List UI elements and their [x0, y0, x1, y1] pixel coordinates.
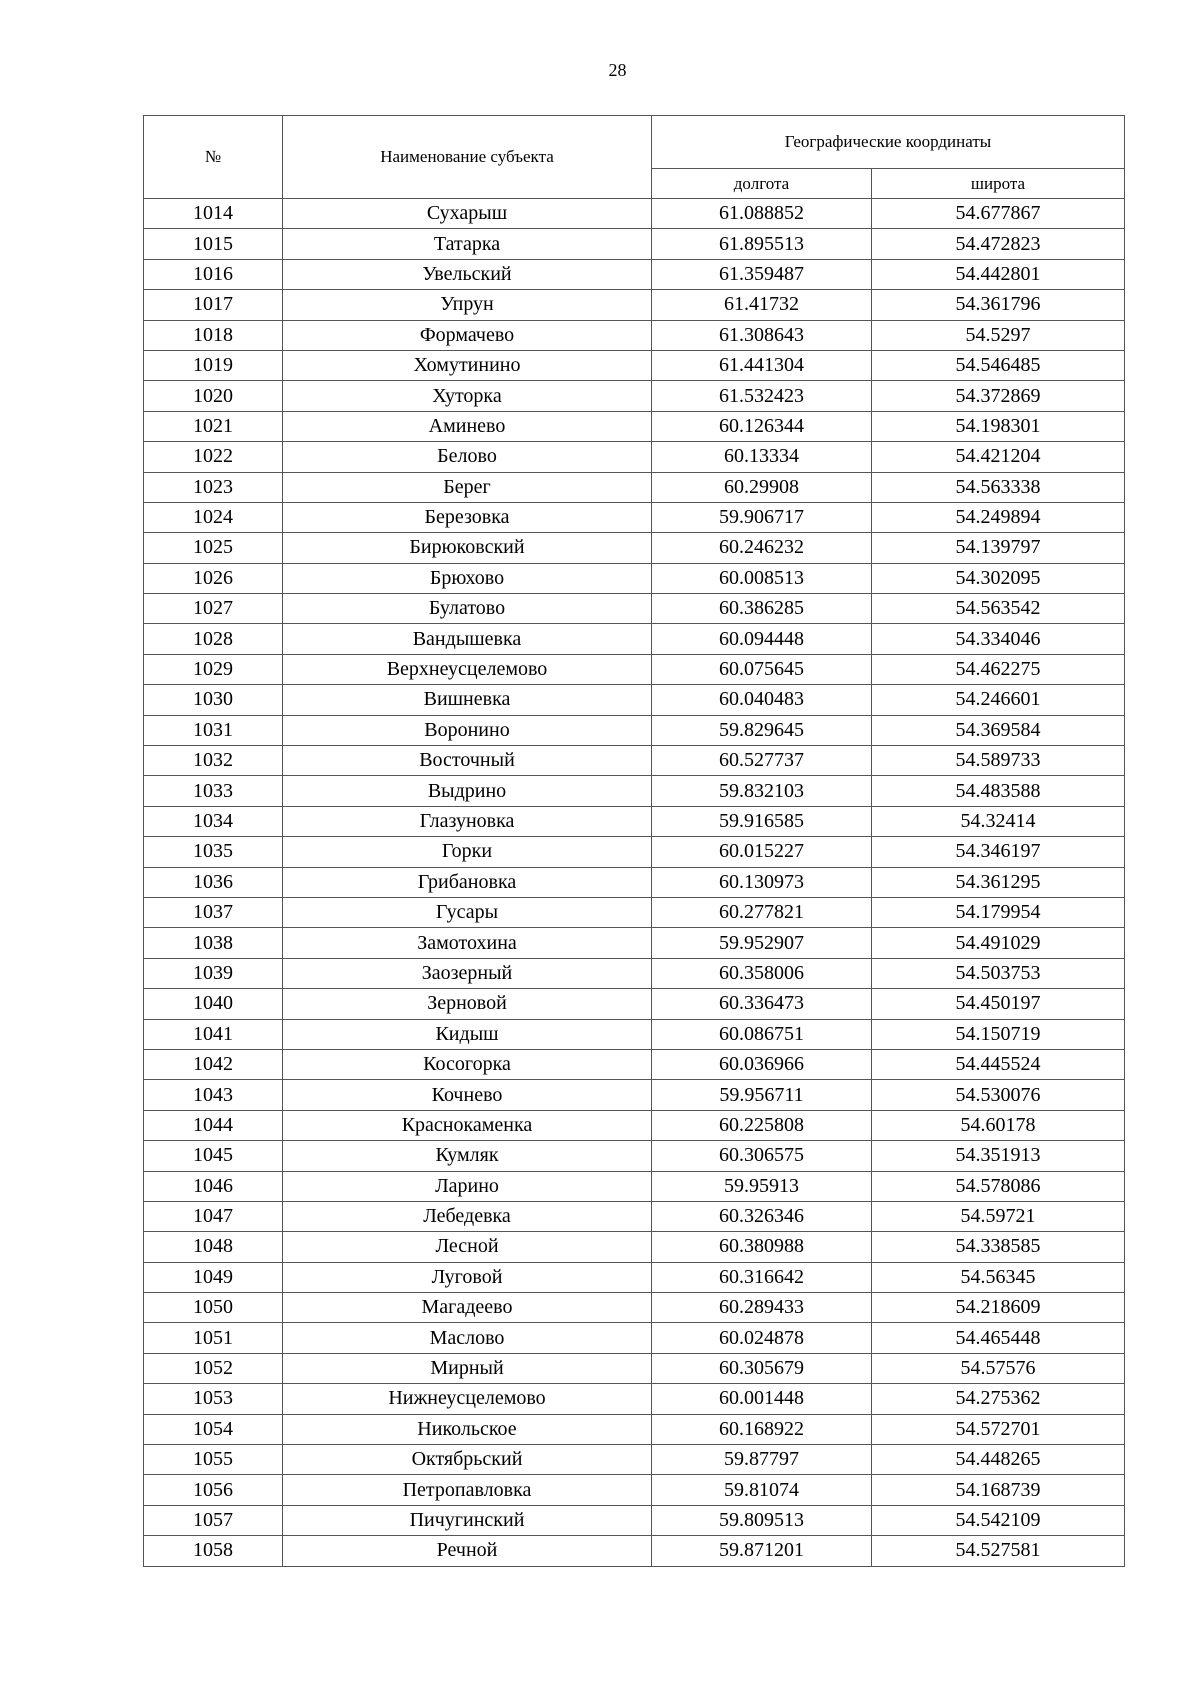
- table-row: [144, 806, 1125, 836]
- cell-latitude: 54.150719: [872, 1019, 1125, 1049]
- cell-longitude: 61.088852: [652, 199, 872, 229]
- cell-longitude: 59.871201: [652, 1536, 872, 1566]
- cell-latitude: 54.578086: [872, 1171, 1125, 1201]
- cell-latitude: 54.450197: [872, 989, 1125, 1019]
- cell-name: Магадеево: [283, 1293, 652, 1323]
- table-row: [144, 1049, 1125, 1079]
- cell-number: 1048: [144, 1232, 283, 1262]
- header-latitude: широта: [872, 169, 1125, 199]
- cell-name: Глазуновка: [283, 806, 652, 836]
- cell-longitude: 59.87797: [652, 1445, 872, 1475]
- table-row: [144, 1110, 1125, 1140]
- cell-name: Краснокаменка: [283, 1110, 652, 1140]
- cell-latitude: 54.589733: [872, 746, 1125, 776]
- table-row: [144, 989, 1125, 1019]
- table-header: [144, 116, 1125, 199]
- cell-name: Маслово: [283, 1323, 652, 1353]
- cell-name: Упрун: [283, 290, 652, 320]
- table-row: [144, 1201, 1125, 1231]
- table-row: [144, 1080, 1125, 1110]
- cell-number: 1053: [144, 1384, 283, 1414]
- cell-latitude: 54.218609: [872, 1293, 1125, 1323]
- cell-latitude: 54.334046: [872, 624, 1125, 654]
- table-row: [144, 1232, 1125, 1262]
- cell-number: 1052: [144, 1353, 283, 1383]
- cell-number: 1042: [144, 1049, 283, 1079]
- table-row: [144, 746, 1125, 776]
- cell-longitude: 60.024878: [652, 1323, 872, 1353]
- table-row: [144, 715, 1125, 745]
- table-row: [144, 624, 1125, 654]
- table-row: [144, 350, 1125, 380]
- table-row: [144, 320, 1125, 350]
- cell-name: Вишневка: [283, 685, 652, 715]
- cell-longitude: 60.316642: [652, 1262, 872, 1292]
- cell-longitude: 61.532423: [652, 381, 872, 411]
- cell-name: Аминево: [283, 411, 652, 441]
- cell-number: 1034: [144, 806, 283, 836]
- cell-number: 1014: [144, 199, 283, 229]
- cell-latitude: 54.491029: [872, 928, 1125, 958]
- cell-longitude: 60.358006: [652, 958, 872, 988]
- header-longitude: долгота: [652, 169, 872, 199]
- cell-latitude: 54.448265: [872, 1445, 1125, 1475]
- table-row: [144, 1323, 1125, 1353]
- cell-name: Зерновой: [283, 989, 652, 1019]
- cell-longitude: 60.277821: [652, 897, 872, 927]
- cell-latitude: 54.445524: [872, 1049, 1125, 1079]
- cell-name: Лесной: [283, 1232, 652, 1262]
- cell-name: Кидыш: [283, 1019, 652, 1049]
- cell-longitude: 60.380988: [652, 1232, 872, 1262]
- cell-number: 1039: [144, 958, 283, 988]
- table-row: [144, 1353, 1125, 1383]
- cell-number: 1055: [144, 1445, 283, 1475]
- cell-name: Булатово: [283, 594, 652, 624]
- cell-number: 1038: [144, 928, 283, 958]
- table-row: [144, 776, 1125, 806]
- table-row: [144, 472, 1125, 502]
- cell-number: 1047: [144, 1201, 283, 1231]
- header-number: №: [144, 116, 283, 199]
- cell-number: 1019: [144, 350, 283, 380]
- table-row: [144, 1384, 1125, 1414]
- cell-latitude: 54.249894: [872, 502, 1125, 532]
- cell-name: Восточный: [283, 746, 652, 776]
- cell-number: 1029: [144, 654, 283, 684]
- cell-name: Бирюковский: [283, 533, 652, 563]
- cell-latitude: 54.572701: [872, 1414, 1125, 1444]
- cell-number: 1030: [144, 685, 283, 715]
- cell-name: Замотохина: [283, 928, 652, 958]
- cell-latitude: 54.503753: [872, 958, 1125, 988]
- cell-latitude: 54.139797: [872, 533, 1125, 563]
- cell-number: 1043: [144, 1080, 283, 1110]
- cell-number: 1054: [144, 1414, 283, 1444]
- cell-name: Формачево: [283, 320, 652, 350]
- header-name: Наименование субъекта: [283, 116, 652, 199]
- cell-number: 1031: [144, 715, 283, 745]
- cell-longitude: 61.895513: [652, 229, 872, 259]
- cell-longitude: 60.306575: [652, 1141, 872, 1171]
- table-row: [144, 1171, 1125, 1201]
- cell-name: Нижнеусцелемово: [283, 1384, 652, 1414]
- cell-name: Заозерный: [283, 958, 652, 988]
- cell-name: Татарка: [283, 229, 652, 259]
- cell-number: 1044: [144, 1110, 283, 1140]
- cell-latitude: 54.677867: [872, 199, 1125, 229]
- cell-number: 1032: [144, 746, 283, 776]
- table-row: [144, 958, 1125, 988]
- cell-latitude: 54.369584: [872, 715, 1125, 745]
- cell-latitude: 54.302095: [872, 563, 1125, 593]
- cell-longitude: 59.956711: [652, 1080, 872, 1110]
- cell-latitude: 54.361295: [872, 867, 1125, 897]
- cell-name: Увельский: [283, 259, 652, 289]
- cell-number: 1025: [144, 533, 283, 563]
- cell-latitude: 54.546485: [872, 350, 1125, 380]
- cell-number: 1033: [144, 776, 283, 806]
- cell-name: Белово: [283, 442, 652, 472]
- cell-longitude: 60.13334: [652, 442, 872, 472]
- cell-name: Хуторка: [283, 381, 652, 411]
- cell-longitude: 60.305679: [652, 1353, 872, 1383]
- cell-longitude: 61.308643: [652, 320, 872, 350]
- cell-longitude: 60.075645: [652, 654, 872, 684]
- cell-number: 1023: [144, 472, 283, 502]
- cell-number: 1017: [144, 290, 283, 320]
- cell-longitude: 61.359487: [652, 259, 872, 289]
- table-row: [144, 685, 1125, 715]
- cell-number: 1051: [144, 1323, 283, 1353]
- cell-latitude: 54.542109: [872, 1505, 1125, 1535]
- cell-name: Октябрьский: [283, 1445, 652, 1475]
- cell-latitude: 54.527581: [872, 1536, 1125, 1566]
- cell-latitude: 54.198301: [872, 411, 1125, 441]
- cell-latitude: 54.563542: [872, 594, 1125, 624]
- table-row: [144, 1141, 1125, 1171]
- cell-name: Березовка: [283, 502, 652, 532]
- cell-longitude: 59.832103: [652, 776, 872, 806]
- cell-number: 1049: [144, 1262, 283, 1292]
- cell-latitude: 54.168739: [872, 1475, 1125, 1505]
- cell-name: Вандышевка: [283, 624, 652, 654]
- cell-latitude: 54.338585: [872, 1232, 1125, 1262]
- cell-latitude: 54.56345: [872, 1262, 1125, 1292]
- cell-name: Воронино: [283, 715, 652, 745]
- cell-longitude: 60.036966: [652, 1049, 872, 1079]
- cell-longitude: 60.015227: [652, 837, 872, 867]
- cell-longitude: 59.81074: [652, 1475, 872, 1505]
- cell-latitude: 54.60178: [872, 1110, 1125, 1140]
- cell-number: 1045: [144, 1141, 283, 1171]
- cell-number: 1018: [144, 320, 283, 350]
- cell-number: 1041: [144, 1019, 283, 1049]
- cell-name: Лебедевка: [283, 1201, 652, 1231]
- cell-number: 1021: [144, 411, 283, 441]
- cell-longitude: 60.008513: [652, 563, 872, 593]
- cell-name: Речной: [283, 1536, 652, 1566]
- table-row: [144, 533, 1125, 563]
- cell-number: 1057: [144, 1505, 283, 1535]
- cell-longitude: 60.326346: [652, 1201, 872, 1231]
- cell-name: Грибановка: [283, 867, 652, 897]
- cell-name: Петропавловка: [283, 1475, 652, 1505]
- table-row: [144, 928, 1125, 958]
- cell-number: 1037: [144, 897, 283, 927]
- table-row: [144, 1536, 1125, 1566]
- cell-latitude: 54.346197: [872, 837, 1125, 867]
- cell-latitude: 54.57576: [872, 1353, 1125, 1383]
- table-body: [144, 199, 1125, 1567]
- table-row: [144, 1414, 1125, 1444]
- cell-number: 1040: [144, 989, 283, 1019]
- table-row: [144, 897, 1125, 927]
- cell-name: Выдрино: [283, 776, 652, 806]
- cell-name: Берег: [283, 472, 652, 502]
- table-row: [144, 1293, 1125, 1323]
- page-number: 28: [608, 60, 627, 80]
- cell-number: 1016: [144, 259, 283, 289]
- table-row: [144, 290, 1125, 320]
- cell-number: 1046: [144, 1171, 283, 1201]
- cell-latitude: 54.351913: [872, 1141, 1125, 1171]
- cell-longitude: 60.527737: [652, 746, 872, 776]
- cell-number: 1056: [144, 1475, 283, 1505]
- cell-name: Пичугинский: [283, 1505, 652, 1535]
- table-row: [144, 259, 1125, 289]
- cell-name: Сухарыш: [283, 199, 652, 229]
- cell-latitude: 54.275362: [872, 1384, 1125, 1414]
- table-row: [144, 502, 1125, 532]
- cell-longitude: 59.916585: [652, 806, 872, 836]
- table-row: [144, 654, 1125, 684]
- cell-longitude: 59.906717: [652, 502, 872, 532]
- cell-name: Горки: [283, 837, 652, 867]
- cell-latitude: 54.530076: [872, 1080, 1125, 1110]
- cell-name: Косогорка: [283, 1049, 652, 1079]
- cell-name: Кочнево: [283, 1080, 652, 1110]
- table-row: [144, 1475, 1125, 1505]
- cell-number: 1024: [144, 502, 283, 532]
- cell-latitude: 54.462275: [872, 654, 1125, 684]
- cell-latitude: 54.246601: [872, 685, 1125, 715]
- cell-latitude: 54.372869: [872, 381, 1125, 411]
- cell-longitude: 60.29908: [652, 472, 872, 502]
- cell-latitude: 54.5297: [872, 320, 1125, 350]
- cell-name: Ларино: [283, 1171, 652, 1201]
- cell-longitude: 59.952907: [652, 928, 872, 958]
- cell-latitude: 54.563338: [872, 472, 1125, 502]
- cell-longitude: 60.289433: [652, 1293, 872, 1323]
- cell-longitude: 60.126344: [652, 411, 872, 441]
- table-row: [144, 199, 1125, 229]
- cell-longitude: 60.040483: [652, 685, 872, 715]
- cell-longitude: 60.246232: [652, 533, 872, 563]
- header-coordinates: Географические координаты: [652, 116, 1125, 169]
- cell-name: Кумляк: [283, 1141, 652, 1171]
- table-row: [144, 867, 1125, 897]
- cell-longitude: 60.168922: [652, 1414, 872, 1444]
- cell-longitude: 60.001448: [652, 1384, 872, 1414]
- table-row: [144, 1445, 1125, 1475]
- cell-name: Мирный: [283, 1353, 652, 1383]
- cell-number: 1022: [144, 442, 283, 472]
- cell-number: 1035: [144, 837, 283, 867]
- table-row: [144, 381, 1125, 411]
- cell-number: 1015: [144, 229, 283, 259]
- table-row: [144, 1019, 1125, 1049]
- cell-longitude: 60.225808: [652, 1110, 872, 1140]
- cell-latitude: 54.472823: [872, 229, 1125, 259]
- cell-latitude: 54.442801: [872, 259, 1125, 289]
- cell-longitude: 60.336473: [652, 989, 872, 1019]
- cell-longitude: 60.086751: [652, 1019, 872, 1049]
- cell-number: 1026: [144, 563, 283, 593]
- cell-longitude: 61.41732: [652, 290, 872, 320]
- cell-longitude: 61.441304: [652, 350, 872, 380]
- cell-name: Луговой: [283, 1262, 652, 1292]
- cell-longitude: 59.809513: [652, 1505, 872, 1535]
- table-row: [144, 411, 1125, 441]
- cell-name: Гусары: [283, 897, 652, 927]
- cell-latitude: 54.361796: [872, 290, 1125, 320]
- cell-longitude: 60.094448: [652, 624, 872, 654]
- cell-longitude: 60.130973: [652, 867, 872, 897]
- table-row: [144, 229, 1125, 259]
- cell-latitude: 54.465448: [872, 1323, 1125, 1353]
- cell-number: 1036: [144, 867, 283, 897]
- cell-longitude: 60.386285: [652, 594, 872, 624]
- cell-latitude: 54.32414: [872, 806, 1125, 836]
- cell-latitude: 54.59721: [872, 1201, 1125, 1231]
- cell-number: 1058: [144, 1536, 283, 1566]
- coordinates-table: [143, 115, 1125, 1567]
- cell-longitude: 59.829645: [652, 715, 872, 745]
- table-row: [144, 442, 1125, 472]
- cell-longitude: 59.95913: [652, 1171, 872, 1201]
- cell-name: Брюхово: [283, 563, 652, 593]
- table-row: [144, 563, 1125, 593]
- cell-number: 1027: [144, 594, 283, 624]
- cell-number: 1020: [144, 381, 283, 411]
- cell-latitude: 54.421204: [872, 442, 1125, 472]
- table-row: [144, 837, 1125, 867]
- table-row: [144, 594, 1125, 624]
- cell-latitude: 54.179954: [872, 897, 1125, 927]
- table-row: [144, 1505, 1125, 1535]
- cell-name: Никольское: [283, 1414, 652, 1444]
- cell-number: 1028: [144, 624, 283, 654]
- cell-name: Хомутинино: [283, 350, 652, 380]
- table-row: [144, 1262, 1125, 1292]
- cell-latitude: 54.483588: [872, 776, 1125, 806]
- cell-name: Верхнеусцелемово: [283, 654, 652, 684]
- cell-number: 1050: [144, 1293, 283, 1323]
